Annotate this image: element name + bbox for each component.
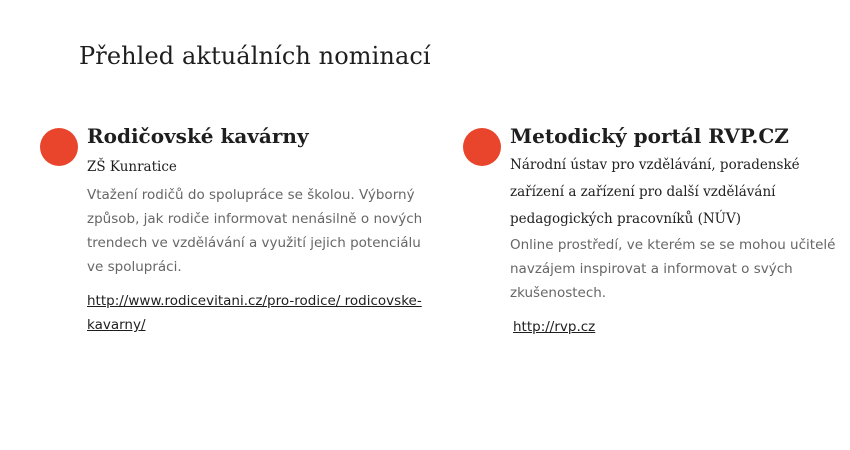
nomination-organization: Národní ústav pro vzdělávání, poradenské zařízení a zařízení pro další vzdělávání pedagogických pracovníků (NÚV)	[510, 157, 800, 227]
page-title: Přehled aktuálních nominací	[79, 42, 431, 70]
nomination-description: Vtažení rodičů do spolupráce se školou. Výborný způsob, jak rodiče informovat nenásilně o nových trendech ve vzdělávání a využití jejich potenciálu ve spolupráci.	[87, 187, 423, 275]
nomination-card-body	[510, 122, 838, 339]
bullet-dot-icon	[40, 128, 78, 166]
nomination-link[interactable]: http://rvp.cz	[513, 319, 596, 335]
nomination-link[interactable]: http://www.rodicevitani.cz/pro-rodice/ rodicovske-kavarny/	[87, 293, 422, 333]
nomination-organization: ZŠ Kunratice	[87, 159, 177, 175]
nomination-title: Rodičovské kavárny	[87, 124, 309, 148]
nomination-card-body	[87, 122, 430, 337]
nomination-title: Metodický portál RVP.CZ	[510, 124, 789, 148]
bullet-dot-icon	[463, 128, 501, 166]
nomination-description: Online prostředí, ve kterém se se mohou učitelé navzájem inspirovat a informovat o svých zkušenostech.	[510, 237, 836, 301]
